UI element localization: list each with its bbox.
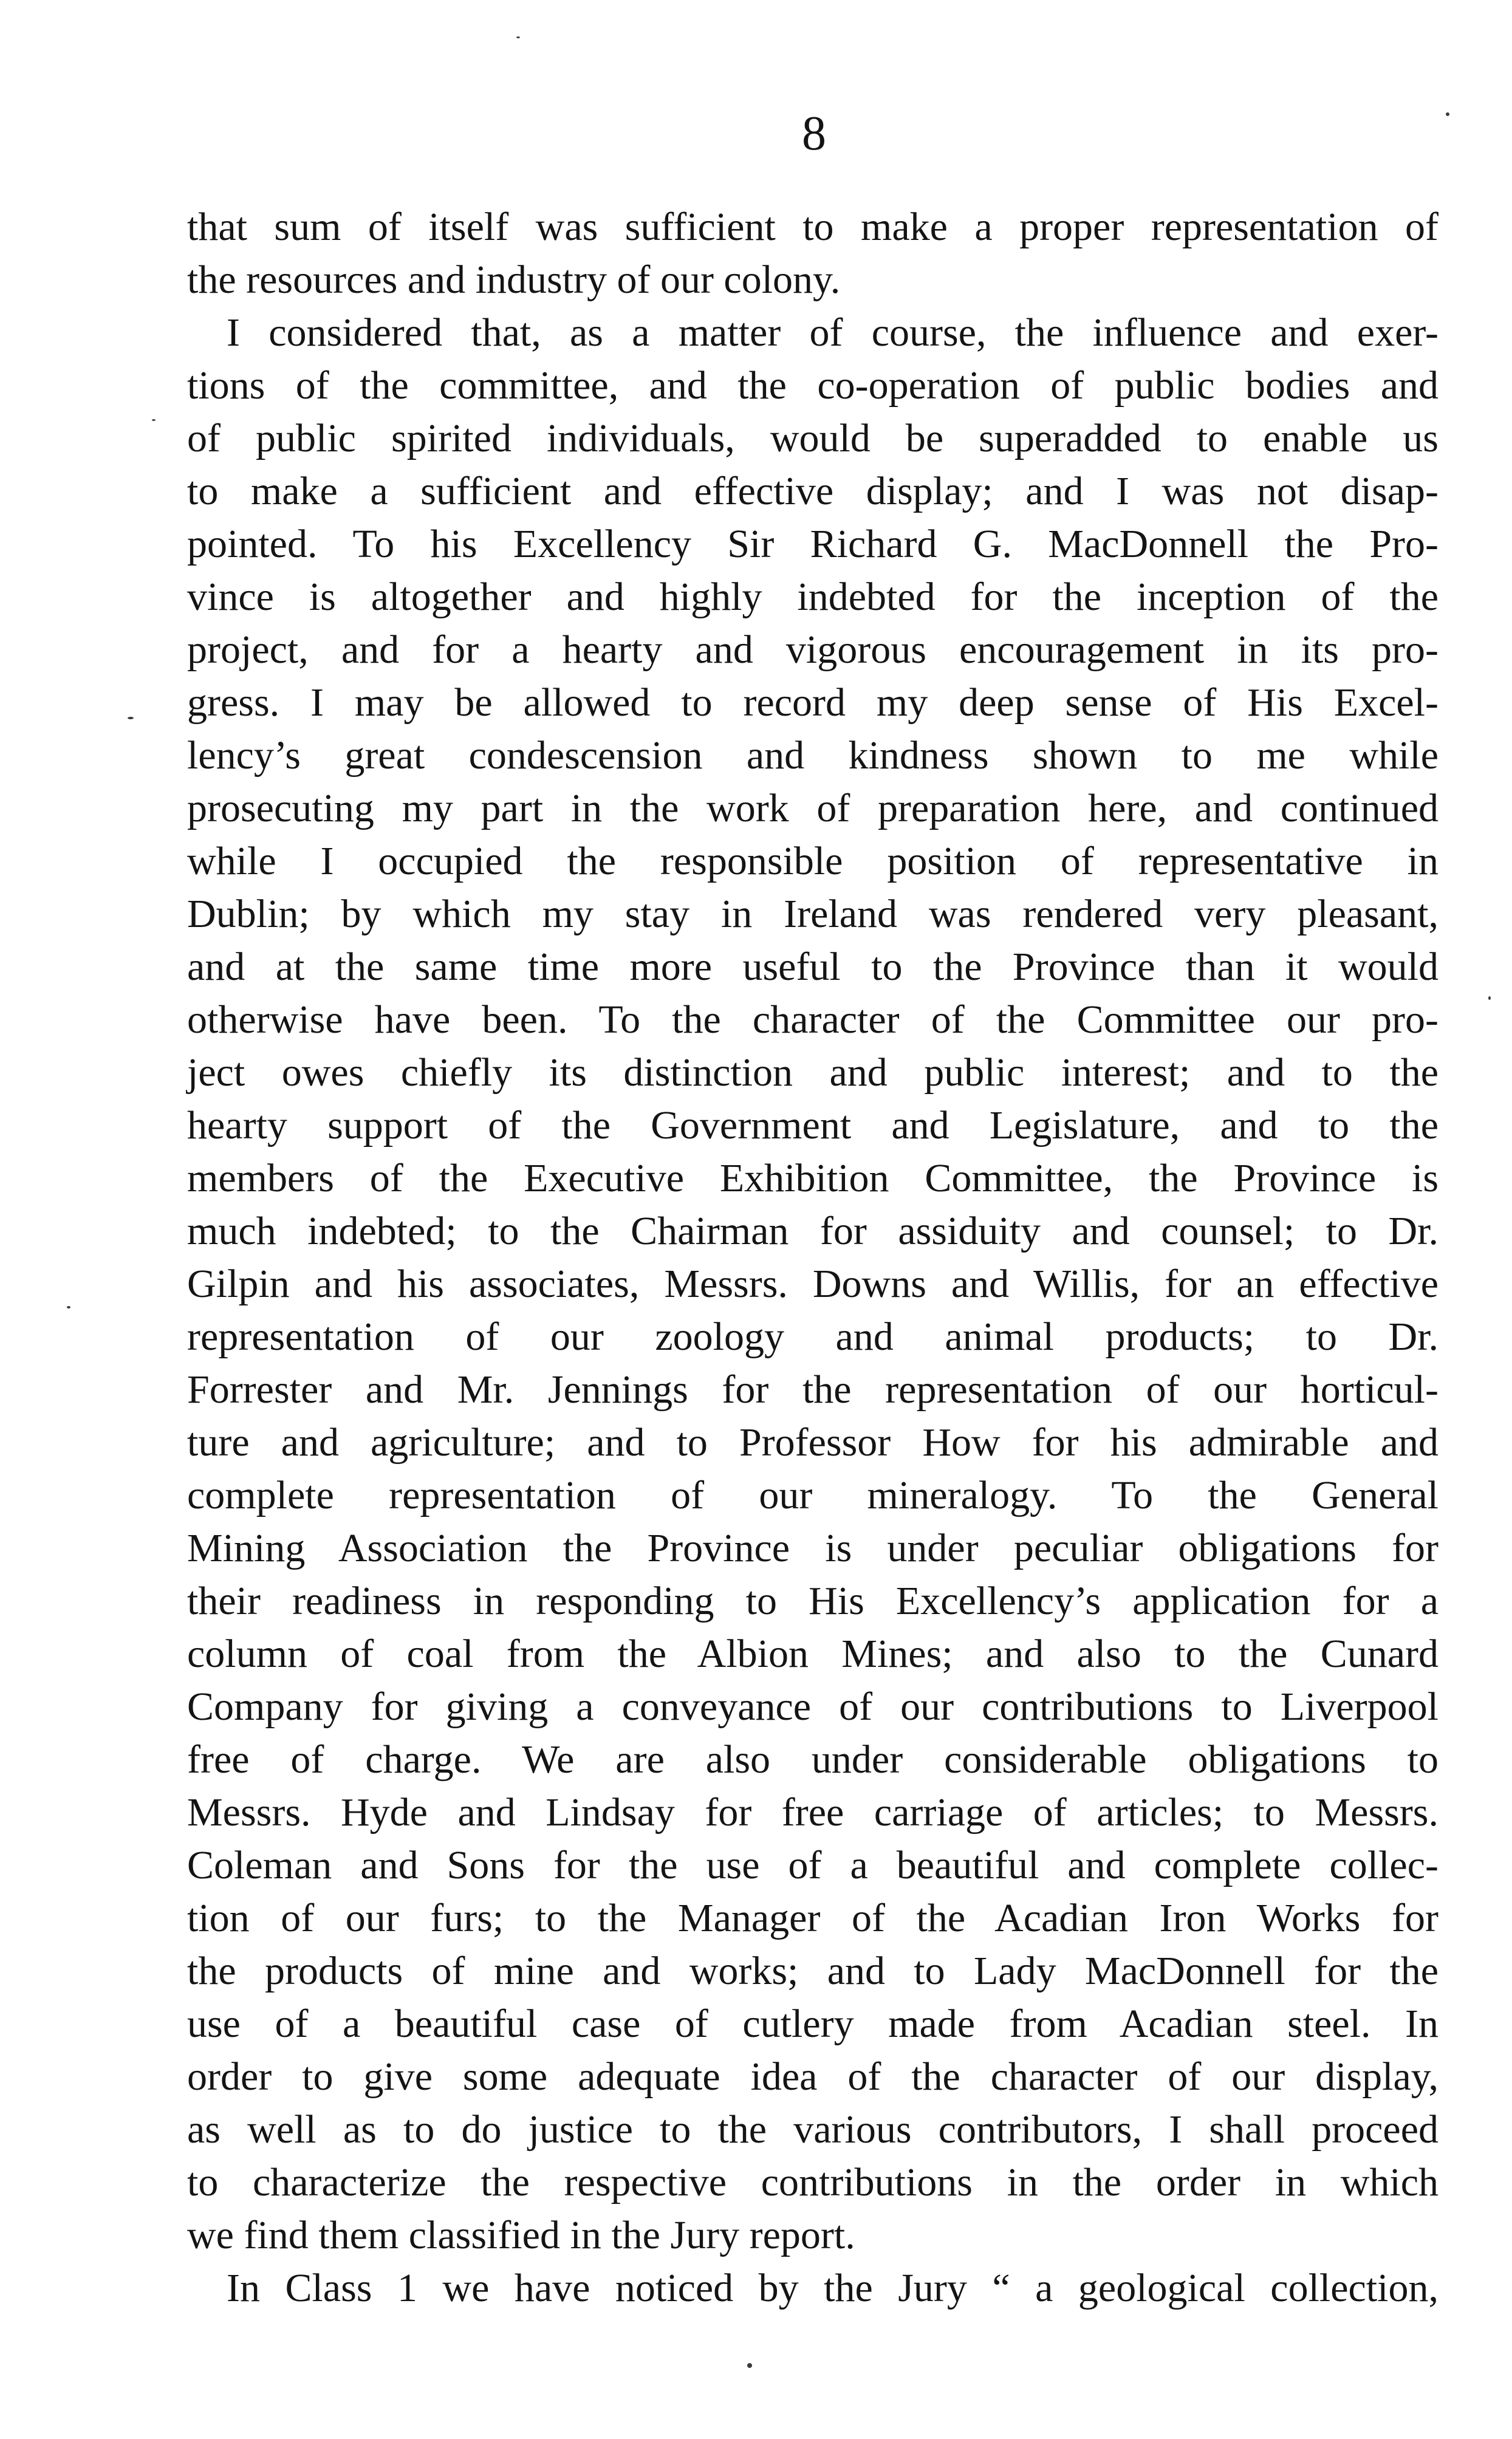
text-line: to characterize the respective contributions in the order in which [187,2160,1438,2205]
text-line: use of a beautiful case of cutlery made from Acadian steel. In [187,2002,1438,2046]
text-line: we find them classified in the Jury report. [187,2213,855,2257]
text-line: project, and for a hearty and vigorous encouragement in its pro- [187,628,1438,672]
text-line: In Class 1 we have noticed by the Jury “ a geological collection, [227,2266,1438,2310]
text-line: Messrs. Hyde and Lindsay for free carriage of articles; to Messrs. [187,1790,1438,1835]
text-line: hearty support of the Government and Legislature, and to the [187,1103,1438,1148]
text-line: Coleman and Sons for the use of a beautiful and complete collec- [187,1843,1438,1887]
text-line: Company for giving a conveyance of our contributions to Liverpool [187,1685,1438,1729]
text-line: that sum of itself was sufficient to make a proper representation of [187,205,1438,249]
page-number: 8 [802,107,826,160]
text-line: and at the same time more useful to the Province than it would [187,945,1438,989]
text-line: to make a sufficient and effective display; and I was not disap- [187,469,1438,513]
text-line: ture and agriculture; and to Professor How for his admirable and [187,1420,1438,1465]
text-line: free of charge. We are also under considerable obligations to [187,1737,1438,1782]
text-line: Forrester and Mr. Jennings for the representation of our horticul- [187,1367,1438,1412]
text-line: Dublin; by which my stay in Ireland was rendered very pleasant, [187,892,1438,936]
text-line: ject owes chiefly its distinction and public interest; and to the [187,1050,1438,1095]
text-line: tions of the committee, and the co-operation of public bodies and [187,363,1438,408]
text-line: the products of mine and works; and to Lady MacDonnell for the [187,1949,1438,1993]
text-line: Mining Association the Province is under peculiar obligations for [187,1526,1438,1570]
text-line: the resources and industry of our colony. [187,258,841,302]
text-line: vince is altogether and highly indebted for the inception of the [187,575,1438,619]
text-line: I considered that, as a matter of course, the influence and exer- [227,310,1438,355]
text-line: gress. I may be allowed to record my deep sense of His Excel- [187,680,1438,725]
body-text [187,200,1438,2314]
text-line: representation of our zoology and animal products; to Dr. [187,1315,1438,1359]
text-line: order to give some adequate idea of the character of our display, [187,2054,1438,2099]
text-line: of public spirited individuals, would be superadded to enable us [187,416,1438,460]
text-line: otherwise have been. To the character of the Committee our pro- [187,997,1438,1042]
text-line: pointed. To his Excellency Sir Richard G. MacDonnell the Pro- [187,522,1438,566]
text-line: prosecuting my part in the work of preparation here, and continued [187,786,1438,830]
text-line: members of the Executive Exhibition Committee, the Province is [187,1156,1438,1200]
text-line: lency’s great condescension and kindness shown to me while [187,733,1438,778]
text-line: complete representation of our mineralogy. To the General [187,1473,1438,1517]
text-line: while I occupied the responsible position of representative in [187,839,1438,883]
text-line: as well as to do justice to the various contributors, I shall proceed [187,2107,1438,2152]
text-line: Gilpin and his associates, Messrs. Downs and Willis, for an effective [187,1262,1438,1306]
text-line: much indebted; to the Chairman for assiduity and counsel; to Dr. [187,1209,1438,1253]
text-line: tion of our furs; to the Manager of the Acadian Iron Works for [187,1896,1438,1940]
text-line: their readiness in responding to His Excellency’s application for a [187,1579,1438,1623]
text-line: column of coal from the Albion Mines; and also to the Cunard [187,1632,1438,1676]
